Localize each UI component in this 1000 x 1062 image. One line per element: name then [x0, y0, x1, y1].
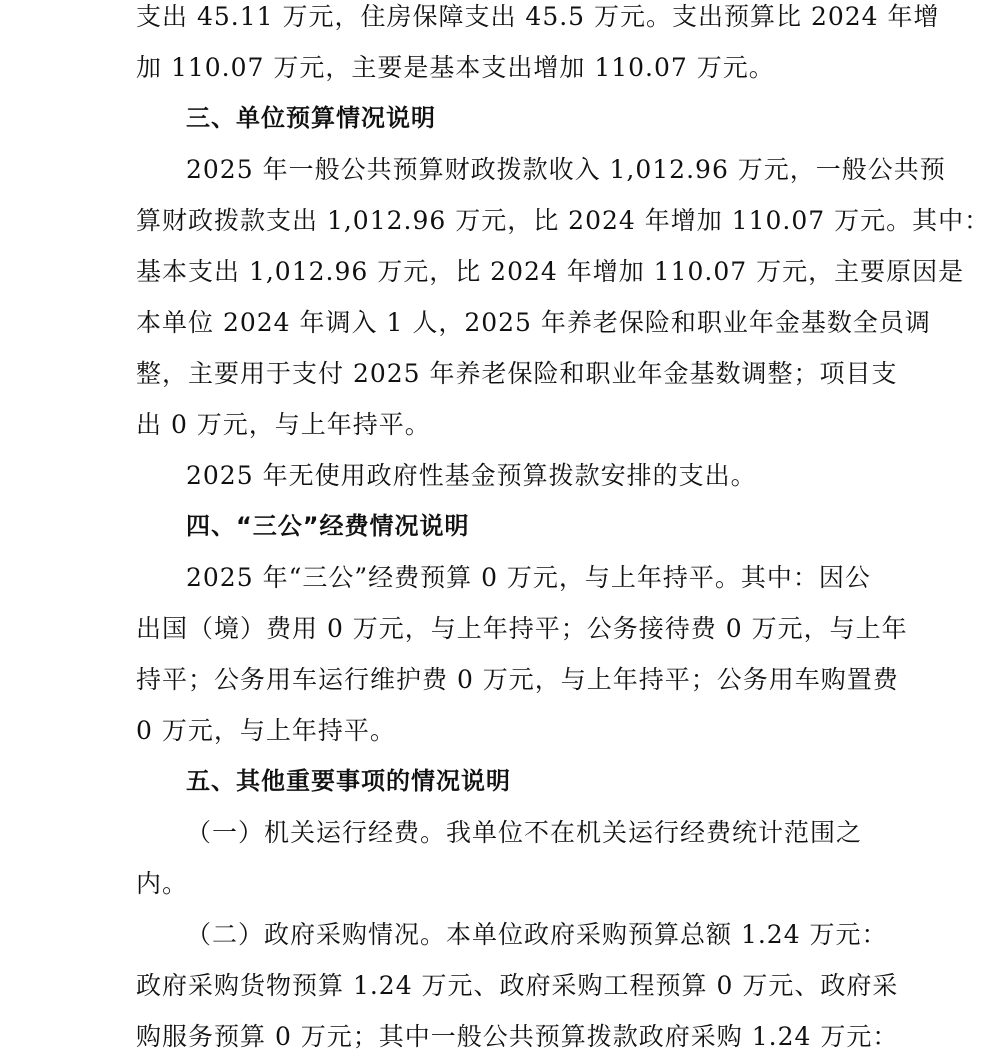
body-text-line: 出国（境）费用 0 万元，与上年持平；公务接待费 0 万元，与上年 — [136, 614, 908, 643]
body-text-line: 整，主要用于支付 2025 年养老保险和职业年金基数调整；项目支 — [136, 359, 898, 388]
section-heading: 三、单位预算情况说明 — [186, 104, 436, 132]
section-heading: 五、其他重要事项的情况说明 — [186, 767, 511, 795]
body-text-line: 加 110.07 万元，主要是基本支出增加 110.07 万元。 — [136, 53, 775, 82]
paragraph-first-line: （一）机关运行经费。我单位不在机关运行经费统计范围之 — [186, 818, 863, 847]
body-text-line: 基本支出 1,012.96 万元，比 2024 年增加 110.07 万元，主要原因是 — [136, 257, 965, 286]
body-text-line: 购服务预算 0 万元；其中一般公共预算拨款政府采购 1.24 万元： — [136, 1022, 899, 1051]
section-heading: 四、“三公”经费情况说明 — [186, 512, 470, 540]
paragraph-first-line: 2025 年一般公共预算财政拨款收入 1,012.96 万元，一般公共预 — [186, 155, 946, 184]
body-text-line: 出 0 万元，与上年持平。 — [136, 410, 431, 439]
body-text-line: 政府采购货物预算 1.24 万元、政府采购工程预算 0 万元、政府采 — [136, 971, 899, 1000]
paragraph-first-line: 2025 年无使用政府性基金预算拨款安排的支出。 — [186, 461, 757, 490]
body-text-line: 持平；公务用车运行维护费 0 万元，与上年持平；公务用车购置费 — [136, 665, 899, 694]
paragraph-first-line: （二）政府采购情况。本单位政府采购预算总额 1.24 万元： — [186, 920, 888, 949]
body-text-line: 算财政拨款支出 1,012.96 万元，比 2024 年增加 110.07 万元。其中： — [136, 206, 991, 235]
body-text-line: 0 万元，与上年持平。 — [136, 716, 396, 745]
body-text-line: 内。 — [136, 869, 189, 898]
body-text-line: 本单位 2024 年调入 1 人，2025 年养老保险和职业年金基数全员调 — [136, 308, 931, 337]
paragraph-first-line: 2025 年“三公”经费预算 0 万元，与上年持平。其中：因公 — [186, 563, 871, 592]
body-text-line: 支出 45.11 万元，住房保障支出 45.5 万元。支出预算比 2024 年增 — [136, 2, 940, 31]
